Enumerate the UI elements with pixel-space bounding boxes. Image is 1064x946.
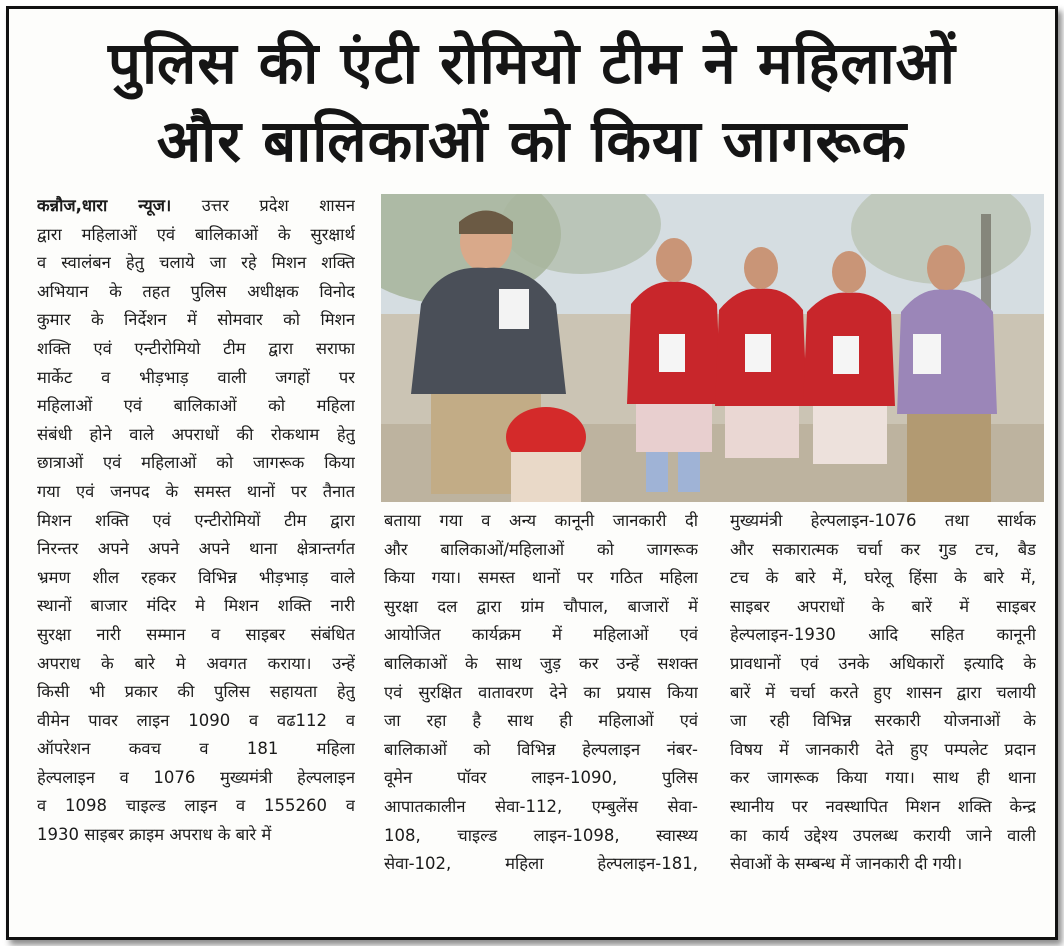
article-line: बताया गया व अन्य कानूनी जानकारी दी — [384, 511, 698, 530]
article-line: किया गया। समस्त थानों पर गठित महिला — [384, 568, 698, 588]
article-line: व 1098 चाइल्ड लाइन व 155260 व — [37, 796, 355, 816]
article-line: आयोजित कार्यक्रम में महिलाओं एवं — [384, 625, 698, 645]
article-column-2 — [384, 507, 698, 879]
article-line: हेल्पलाइन व 1076 मुख्यमंत्री हेल्पलाइन — [37, 767, 355, 787]
article-line: अपराध के बारे मे अवगत कराया। उन्हें — [37, 653, 355, 673]
article-line: भ्रमण शील रहकर विभिन्न भीड़भाड़ वाले — [37, 567, 355, 587]
article-line: व स्वालंबन हेतु चलाये जा रहे मिशन शक्ति — [37, 253, 355, 273]
article-line: कन्नौज,धारा न्यूज। उत्तर प्रदेश शासन — [37, 196, 355, 215]
article-line: वूमेन पॉवर लाइन-1090, पुलिस — [384, 768, 698, 788]
article-line: कर जागरूक किया गया। साथ ही थाना — [730, 768, 1036, 788]
article-column-1 — [37, 192, 355, 850]
article-line: का कार्य उद्देश्य उपलब्ध करायी जाने वाली — [730, 825, 1036, 845]
article-line: द्वारा महिलाओं एवं बालिकाओं के सुरक्षार्थ — [37, 224, 355, 244]
article-line: महिलाओं एवं बालिकाओं को महिला — [37, 396, 355, 416]
newspaper-clipping — [6, 6, 1058, 940]
headline-line-2: और बालिकाओं को किया जागरूक — [156, 107, 908, 175]
article-line: मिशन शक्ति एवं एन्टीरोमियों टीम द्वारा — [37, 510, 355, 530]
article-line: विषय में जानकारी देते हुए पम्पलेट प्रदान — [730, 739, 1036, 759]
child-red-cap — [506, 407, 586, 502]
article-line: स्थानीय पर नवस्थापित मिशन शक्ति केन्द्र — [730, 796, 1036, 816]
photo-illustration — [381, 194, 1044, 502]
article-line: संबंधी होने वाले अपराधों की रोकथाम हेतु — [37, 424, 355, 444]
article-line: किसी भी प्रकार की पुलिस सहायता हेतु — [37, 682, 355, 702]
article-line: शक्ति एवं एन्टीरोमियो टीम द्वारा सराफा — [37, 338, 355, 358]
article-line: 108, चाइल्ड लाइन-1098, स्वास्थ्य — [384, 825, 698, 845]
article-line: जा रहा है साथ ही महिलाओं एवं — [384, 711, 698, 731]
article-line: आपातकालीन सेवा-112, एम्बुलेंस सेवा- — [384, 796, 698, 816]
article-line: अभियान के तहत पुलिस अधीक्षक विनोद — [37, 281, 355, 301]
article-line: सेवाओं के सम्बन्ध में जानकारी दी गयी। — [730, 854, 963, 874]
article-line: निरन्तर अपने अपने अपने थाना क्षेत्रान्तर्गत — [37, 539, 355, 559]
article-line: बालिकाओं को विभिन्न हेल्पलाइन नंबर- — [384, 739, 698, 759]
article-line: एवं सुरक्षित वातावरण देने का प्रयास किया — [384, 682, 698, 702]
article-column-3 — [730, 507, 1036, 879]
article-line: बालिकाओं के साथ जुड़ कर उन्हें सशक्त — [384, 653, 698, 673]
dateline: कन्नौज,धारा न्यूज। — [37, 196, 172, 215]
article-line: प्रावधानों एवं उनके अधिकारों इत्यादि के — [730, 653, 1036, 673]
headline-line-1: पुलिस की एंटी रोमियो टीम ने महिलाओं — [108, 29, 956, 97]
article-line: सुरक्षा नारी सम्मान व साइबर संबंधित — [37, 624, 355, 644]
article-line: मार्केट व भीड़भाड़ वाली जगहों पर — [37, 367, 355, 387]
article-line: सुरक्षा दल द्वारा ग्रांम चौपाल, बाजारों में — [384, 596, 698, 616]
article-line: 1930 साइबर क्राइम अपराध के बारे में — [37, 825, 272, 845]
article-line: मुख्यमंत्री हेल्पलाइन-1076 तथा सार्थक — [730, 511, 1036, 530]
article-line: गया एवं जनपद के समस्त थानों पर तैनात — [37, 481, 355, 501]
news-photo — [381, 194, 1044, 502]
article-line: सेवा-102, महिला हेल्पलाइन-181, — [384, 854, 698, 874]
article-line: टच के बारे में, घरेलू हिंसा के बारे में, — [730, 568, 1036, 588]
article-line: ऑपरेशन कवच व 181 महिला — [37, 739, 355, 759]
article-line: छात्राओं एवं महिलाओं को जागरूक किया — [37, 453, 355, 473]
article-line: वीमेन पावर लाइन 1090 व वढ112 व — [37, 710, 355, 730]
article-line: और सकारात्मक चर्चा कर गुड टच, बैड — [730, 539, 1036, 559]
article-line: स्थानों बाजार मंदिर मे मिशन शक्ति नारी — [37, 596, 355, 616]
article-line: कुमार के निर्देशन में सोमवार को मिशन — [37, 310, 355, 330]
article-line: और बालिकाओं/महिलाओं को जागरूक — [384, 539, 698, 559]
article-line: साइबर अपराधों के बारें में साइबर — [730, 596, 1036, 616]
article-line: जा रही विभिन्न सरकारी योजनाओं के — [730, 711, 1036, 731]
article-line: हेल्पलाइन-1930 आदि सहित कानूनी — [730, 625, 1036, 645]
article-line: बारें में चर्चा करते हुए शासन द्वारा चलायी — [730, 682, 1036, 702]
